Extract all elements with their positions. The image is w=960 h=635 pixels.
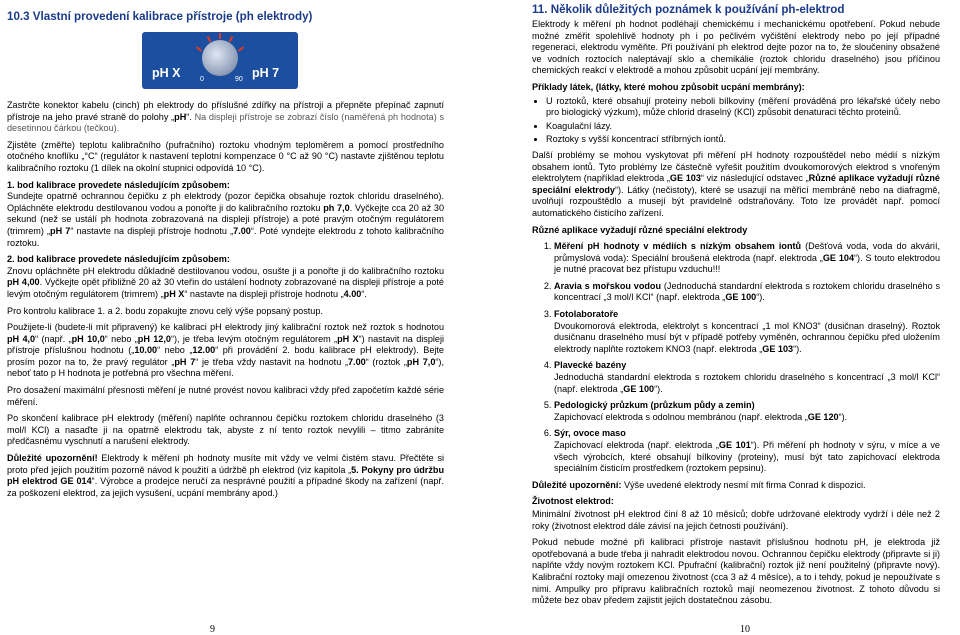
- dial-tick-mark: [229, 36, 233, 42]
- list-item: • Roztoky s vyšší koncentrací stříbrných iontů.: [546, 134, 940, 146]
- list-item: 2. Aravia s mořskou vodou (Jednoduchá standardní elektroda s roztokem chloridu draselného s koncentrací „3 mol/l KCl“ (např. elektroda „GE 100“).: [554, 281, 940, 304]
- paragraph-intro: Elektrody k měření ph hodnot podléhají chemickému i mechanickému opotřebení. Pokud nebude možné změřit spolehlivě hodnoty ph i po pečlivém vyčištění elektrody nebo po její případné regeneraci, elektrodu vyměňte. Při používání ph elektrod dejte pozor na to, že sloučeniny obsažené ve vodních roztocích naleptávají sklo a chemikálie (roztok chloridu draselného) jsou příčinou chemických reakcí v elektrodě a mohou způsobit ucpání její membrány.: [532, 19, 940, 76]
- paragraph-lifetime-1: Minimální životnost pH elektrod činí 8 až 10 měsíců; dobře udržované elektrody vydrží i déle než 2 roky (životnost elektrod dále závisí na jejich četnosti používání).: [532, 508, 940, 531]
- paragraph-lifetime-2: Pokud nebude možné při kalibraci přístroje nastavit příslušnou hodnotu pH, je elektroda již opotřebovaná a bude třeba ji nahradit elektrodou novou. Ochrannou čepičku elektrody (připravte si ji) naplňte vždy novým roztokem KCl. Ppufrační (kalibrační) roztok již není použitelný (připravte nový). Kalibrační roztoky mají omezenou životnost (cca 3 až 4 měsíce), a to i tehdy, pokud je nepoužívate s nimi. Ampulky pro přípravu kalibračních roztoků mají neomezenou životnost. Z tohoto důvodu si můžete bez obav předem zajistit jejich dostatečnou zásobu.: [532, 537, 940, 606]
- temperature-dial-icon: [202, 40, 238, 76]
- right-page: [480, 0, 960, 634]
- page-number-right: 10: [740, 624, 750, 635]
- paragraph-important-note: Důležité upozornění: Výše uvedené elektrody nesmí mít firma Conrad k dispozici.: [532, 479, 866, 490]
- paragraph-calibration-point-2: 2. bod kalibrace provedete následujícím způsobem: Znovu opláchněte pH elektrodu důkladně destilovanou vodou, osušte ji a ponořte ji do kalibračního roztoku pH 4,00. Vyčkejte opět přibližně 20 až 30 vteřin do ustálení hodnoty zobrazované na displeji přístroje a poté levým otočným regulátorem (trimrem) „pH X“ nastavte na displeji přístroje hodnotu „4.00“.: [7, 254, 444, 299]
- applications-list: [532, 241, 940, 475]
- dial-scale-0: 0: [200, 76, 204, 83]
- examples-title: Příklady látek, (látky, které mohou způsobit ucpání membrány):: [532, 81, 805, 92]
- paragraph-warning: Důležité upozornění! Elektrody k měření ph hodnoty musíte mít vždy ve velmi čistém stavu. Přečtěte si proto před jejich použitím pozorně návod k použití a údržbě ph elektrod (viz kapitola „5. Pokyny pro údržbu pH elektrod GE 014“. Výrobce a prodejce neručí za nesprávné použití a případné škody na zařízení (např. za poškození elektrod, za jejich vysušení, ucpání membrány apod.): [7, 453, 445, 498]
- knob-panel-illustration: [142, 32, 298, 89]
- list-item: • Koagulační lázy.: [546, 121, 940, 133]
- paragraph-temperature: Zjistěte (změřte) teplotu kalibračního (pufračního) roztoku vhodným teploměrem a pomocí prostředního otočného knoflíku „°C“ (regulátor k nastavení teplotní kompenzace 0 °C až 90 °C) nastavte zjištěnou teplotu kalibračního roztoku (1 dílek na okolní stupnici odpovídá 10 °C).: [7, 139, 444, 173]
- list-item: • U roztoků, které obsahují proteiny neboli bílkoviny (měření prováděná pro lékařské účely nebo pro biologický výzkum), může chlorid draselný (KCl) způsobit denaturaci těchto proteinů.: [546, 96, 940, 119]
- knob-label-ph-x: pH X: [152, 66, 181, 80]
- dial-tick-mark: [207, 36, 211, 42]
- right-column-text: [532, 19, 940, 612]
- paragraph-other-problems: Další problémy se mohou vyskytovat při měření pH hodnoty rozpouštědel nebo médií s nízkým obsahem iontů. Tyto problémy lze částečně vyřešit použitím dvoukomorových elektrod s vnořeným elektrolytem (například elektroda „GE 103“ viz následující odstavec „Různé aplikace vyžadují různé speciální elektrody“). Látky (nečistoty), které se usazují na měřicí membráně nebo na diafragmě, uvolňují rozpouštědlo a musejí být pravidelně odstraňovány. Toto lze provádět např. pomocí automatického čisticího zařízení.: [532, 149, 940, 218]
- list-item: 4. Plavecké bazény Jednoduchá standardní elektroda s roztokem chloridu draselného s koncentrací „3 mol/l KCl“ (např. elektroda „GE 100“).: [554, 360, 940, 395]
- applications-title: Různé aplikace vyžadují různé speciální elektrody: [532, 224, 748, 235]
- left-column-text: [7, 100, 444, 504]
- paragraph-control: Pro kontrolu kalibrace 1. a 2. bodu zopakujte znovu celý výše popsaný postup.: [7, 305, 323, 316]
- list-item: 5. Pedologický průzkum (průzkum půdy a zemin) Zapichovací elektroda s odolnou membránou (např. elektroda „GE 120“).: [554, 400, 940, 423]
- dial-scale-90: 90: [235, 76, 243, 83]
- knob-label-ph-7: pH 7: [252, 66, 280, 80]
- page-number-left: 9: [210, 624, 215, 635]
- paragraph-accuracy: Pro dosažení maximální přesnosti měření je nutné provést novou kalibraci vždy před započetím každé série měření.: [7, 385, 444, 407]
- paragraph-after-calibration: Po skončení kalibrace pH elektrody (měření) naplňte ochrannou čepičku roztokem chloridu draselného (3 mol/l KCl) a nasaďte ji na opatrně elektrodu tak, abyste z ní tento roztok nevylili – titmo zabráníte předčasnému vyschnutí a narušení elektrody.: [7, 413, 444, 447]
- list-item: 1. Měření pH hodnoty v médiích s nízkým obsahem iontů (Dešťová voda, voda do akvárií, průmyslová voda): Speciální broušená elektroda (např. elektroda „GE 104“). S touto elektrodou je nutné pracovat bez přístupu vzduchu!!!: [554, 241, 940, 276]
- paragraph-connect: Zastrčte konektor kabelu (cinch) ph elektrody do příslušné zdířky na přístroji a přepněte přepínač zapnutí přístroje na jeho pravé straně do polohy „pH“. Na displeji přístroje se zobrazí číslo (naměřená ph hodnota) s desetinnou čárkou (tečkou).: [7, 100, 444, 134]
- section-heading-11: 11. Několik důležitých poznámek k používání ph-elektrod: [532, 3, 845, 16]
- paragraph-other-solution: Použijete-li (budete-li mít připravený) ke kalibraci pH elektrody jiný kalibrační roztok než roztok s hodnotou pH 4,0“ (např. „pH 10,0“ nebo „pH 12,0“), je třeba levým otočným regulátorem „pH X“) nastavit na displeji přístroje příslušnou hodnotu („10.00“ nebo „12.00“ při provádění 2. bodu kalibrace pH elektrody). Bejte prosím pozor na to, že pravý regulátor „pH 7“ je třeba vždy nastavit na hodnotu „7.00“ (roztok „pH 7,0“), neboť tato p H hodnota je potřebná pro všechna měření.: [7, 322, 444, 379]
- section-heading-10-3: 10.3 Vlastní provedení kalibrace přístroje (ph elektrody): [7, 10, 313, 23]
- paragraph-calibration-point-1: 1. bod kalibrace provedete následujícím způsobem: Sundejte opatrně ochrannou čepičku z ph elektrody (pozor čepička obsahuje roztok chloridu draselného). Opláchněte elektrodu destilovanou vodou a ponořte ji do kalibračního roztoku ph 7,0. Vyčkejte cca 20 až 30 sekund (než se ustálí ph hodnota zobrazovaná na displeji přístroje) a poté pravým otočným regulátorem (trimrem) „pH 7“ nastavte na displeji přístroje hodnotu „7.00“. Poté vyndejte elektrodu z tohoto kalibračního roztoku.: [7, 179, 444, 248]
- lifetime-title: Životnost elektrod:: [532, 496, 614, 507]
- dial-tick-mark: [238, 46, 244, 51]
- dial-tick-mark: [219, 33, 221, 39]
- list-item: 3. Fotolaboratoře Dvoukomorová elektroda, elektrolyt s koncentrací „1 mol KNO3“ (dusičnan draselný). Roztok dusičnanu draselného musí být v případě potřeby vyměněn, ochrannou čepičku před uložením elektrody naplňte roztokem KNO3 (např. elektroda „GE 103“).: [554, 309, 940, 355]
- left-page: [0, 0, 480, 634]
- list-item: 6. Sýr, ovoce maso Zapichovací elektroda (např. elektroda „GE 101“). Při měření ph hodnoty v sýru, v míce a ve všech výrobcích, které obsahují bílkoviny (proteiny), musí být tato zapichovací elektroda speciálním čisticím prostředkem (roztokem pepsinu).: [554, 428, 940, 474]
- examples-list: [532, 96, 940, 146]
- dial-tick-mark: [196, 46, 202, 51]
